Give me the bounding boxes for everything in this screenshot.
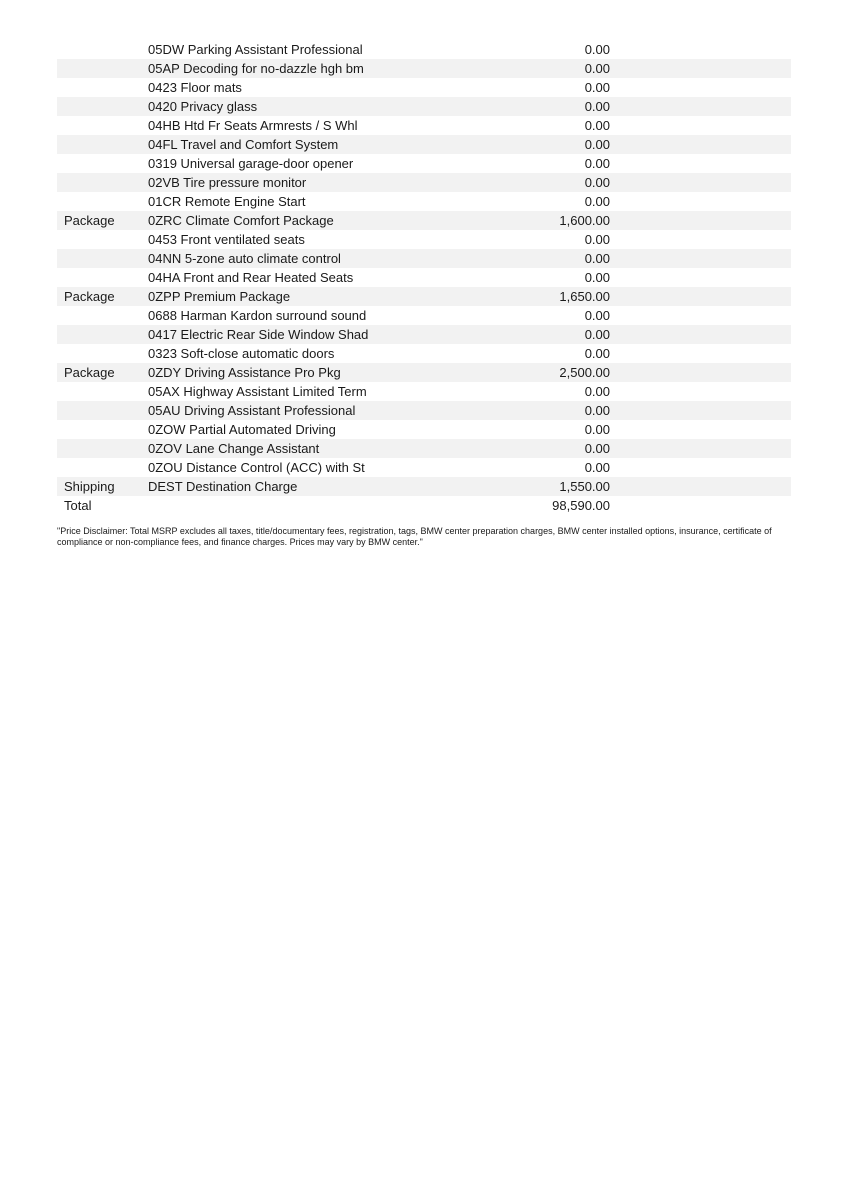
item-cell: 05AX Highway Assistant Limited Term <box>148 384 367 399</box>
price-cell: 2,500.00 <box>559 365 610 380</box>
item-cell: 0417 Electric Rear Side Window Shad <box>148 327 369 342</box>
item-cell: 05AU Driving Assistant Professional <box>148 403 356 418</box>
table-row <box>57 154 791 173</box>
category-cell <box>57 59 148 78</box>
table-row <box>57 439 791 458</box>
category-cell <box>57 439 148 458</box>
item-cell: 0ZDY Driving Assistance Pro Pkg <box>148 365 341 380</box>
category-cell: Package <box>64 213 115 228</box>
table-row <box>57 287 791 306</box>
vehicle-options-table <box>57 40 791 515</box>
table-row <box>57 458 791 477</box>
item-cell: 05DW Parking Assistant Professional <box>148 42 363 57</box>
item-cell: 0323 Soft-close automatic doors <box>148 346 335 361</box>
category-cell <box>57 420 148 439</box>
table-row <box>57 306 791 325</box>
table-row <box>57 344 791 363</box>
item-cell: 0ZOW Partial Automated Driving <box>148 422 336 437</box>
table-row <box>57 249 791 268</box>
price-cell: 0.00 <box>584 384 610 399</box>
table-row <box>57 211 791 230</box>
item-cell: DEST Destination Charge <box>148 479 298 494</box>
category-cell <box>57 401 148 420</box>
price-cell: 1,650.00 <box>559 289 610 304</box>
item-cell: 0ZRC Climate Comfort Package <box>148 213 334 228</box>
price-cell: 1,600.00 <box>559 213 610 228</box>
table-row <box>57 78 791 97</box>
price-cell: 0.00 <box>584 308 610 323</box>
table-row <box>57 116 791 135</box>
category-cell <box>57 40 148 59</box>
category-cell <box>57 325 148 344</box>
item-cell: 04HA Front and Rear Heated Seats <box>148 270 354 285</box>
category-cell: Shipping <box>64 479 115 494</box>
table-row <box>57 477 791 496</box>
item-cell: 04HB Htd Fr Seats Armrests / S Whl <box>148 118 358 133</box>
item-cell <box>148 496 448 515</box>
category-cell <box>57 344 148 363</box>
price-disclaimer: "Price Disclaimer: Total MSRP excludes all taxes, title/documentary fees, registration, tags, BMW center preparation charges, BMW center installed options, insurance, certificate of compliance or non-compliance fees, and finance charges. Prices may vary by BMW center." <box>57 526 772 547</box>
price-cell: 0.00 <box>584 327 610 342</box>
category-cell <box>57 154 148 173</box>
item-cell: 0423 Floor mats <box>148 80 242 95</box>
category-cell <box>57 116 148 135</box>
category-cell <box>57 382 148 401</box>
table-row <box>57 97 791 116</box>
item-cell: 0688 Harman Kardon surround sound <box>148 308 367 323</box>
category-cell <box>57 230 148 249</box>
table-row <box>57 325 791 344</box>
table-row <box>57 192 791 211</box>
table-row <box>57 401 791 420</box>
table-row <box>57 40 791 59</box>
category-cell <box>57 135 148 154</box>
item-cell: 0ZPP Premium Package <box>148 289 291 304</box>
price-cell: 0.00 <box>584 175 610 190</box>
table-row <box>57 382 791 401</box>
price-cell: 0.00 <box>584 61 610 76</box>
category-cell: Package <box>64 365 115 380</box>
category-cell <box>57 458 148 477</box>
item-cell: 04FL Travel and Comfort System <box>148 137 339 152</box>
table-row <box>57 230 791 249</box>
item-cell: 05AP Decoding for no-dazzle hgh bm <box>148 61 364 76</box>
price-cell: 0.00 <box>584 251 610 266</box>
price-cell: 0.00 <box>584 441 610 456</box>
price-cell: 0.00 <box>584 137 610 152</box>
price-cell: 0.00 <box>584 346 610 361</box>
price-cell: 0.00 <box>584 118 610 133</box>
category-cell <box>57 249 148 268</box>
category-cell <box>57 173 148 192</box>
price-cell: 0.00 <box>584 403 610 418</box>
item-cell: 0ZOV Lane Change Assistant <box>148 441 320 456</box>
item-cell: 0319 Universal garage-door opener <box>148 156 354 171</box>
category-cell: Package <box>64 289 115 304</box>
price-cell: 0.00 <box>584 42 610 57</box>
item-cell: 0453 Front ventilated seats <box>148 232 305 247</box>
price-cell: 0.00 <box>584 99 610 114</box>
category-cell <box>57 97 148 116</box>
table-row <box>57 496 791 515</box>
table-row <box>57 268 791 287</box>
category-cell <box>57 192 148 211</box>
table-row <box>57 135 791 154</box>
price-cell: 0.00 <box>584 422 610 437</box>
item-cell: 01CR Remote Engine Start <box>148 194 306 209</box>
table-row <box>57 173 791 192</box>
price-cell: 0.00 <box>584 156 610 171</box>
price-cell: 98,590.00 <box>552 498 610 513</box>
price-cell: 0.00 <box>584 460 610 475</box>
price-cell: 0.00 <box>584 80 610 95</box>
category-cell <box>57 78 148 97</box>
item-cell: 02VB Tire pressure monitor <box>148 175 307 190</box>
price-cell: 0.00 <box>584 270 610 285</box>
item-cell: 0ZOU Distance Control (ACC) with St <box>148 460 365 475</box>
table-row <box>57 59 791 78</box>
category-cell: Total <box>64 498 92 513</box>
category-cell <box>57 306 148 325</box>
item-cell: 0420 Privacy glass <box>148 99 258 114</box>
table-row <box>57 420 791 439</box>
price-cell: 0.00 <box>584 194 610 209</box>
price-cell: 1,550.00 <box>559 479 610 494</box>
price-cell: 0.00 <box>584 232 610 247</box>
item-cell: 04NN 5-zone auto climate control <box>148 251 341 266</box>
table-row <box>57 363 791 382</box>
category-cell <box>57 268 148 287</box>
